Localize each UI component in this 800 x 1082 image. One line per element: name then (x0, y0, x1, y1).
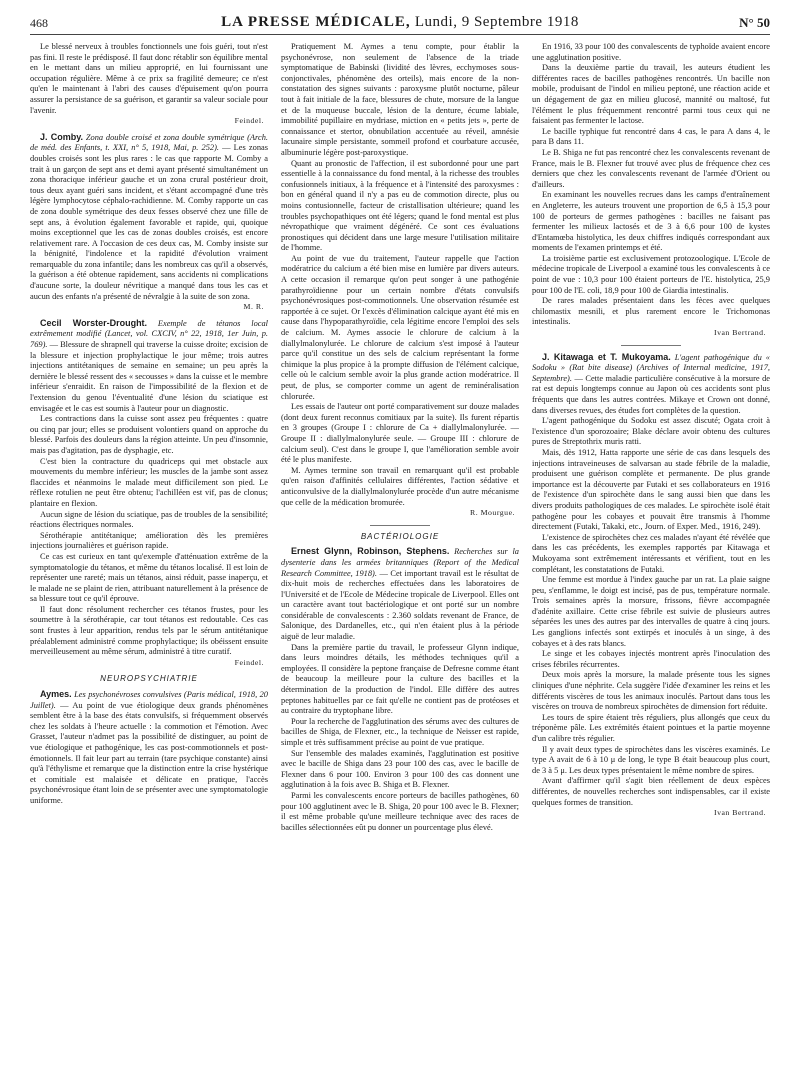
paragraph: Sur l'ensemble des malades examinés, l'agglutination est positive avec le bacille de Shiga dans 23 pour 100 des cas, avec le bacille de Flexner dans 6 pour 100. Environ 3 pour 100 des cas donnent une agglutination à la fois avec B. Shiga et B. Flexner. (281, 748, 519, 790)
issue-date: Lundi, 9 Septembre 1918 (414, 14, 579, 30)
column-2 (281, 42, 519, 1072)
paragraph: Le B. Shiga ne fut pas rencontré chez les convalescents revenant de France, mais le B. Flexner fut trouvé avec plus de fréquence chez ces derniers que chez les convalescents revenant de l'armée d'Orient ou d'ailleurs. (532, 147, 770, 189)
running-header (30, 14, 770, 35)
paragraph: En 1916, 33 pour 100 des convalescents de typhoïde avaient encore une agglutination positive. (532, 42, 770, 62)
paragraph: C'est bien la contracture du quadriceps qui met obstacle aux mouvements du membre inférieur; les muscles de la jambe sont assez flaccides et néanmoins le malade meut difficilement son pied. Le réflexe rotulien ne peut être obtenu; l'achilléen est vif, pas de clonus; plantaire en flexion. (30, 456, 268, 508)
paragraph: Le singe et les cobayes injectés montrent après l'inoculation des crises fébriles récurrentes. (532, 649, 770, 669)
signature: Ivan Bertrand. (713, 808, 766, 818)
review-title: Recherches sur la dysenterie dans les armées britanniques (281, 547, 519, 567)
review-kitawaga (532, 352, 770, 417)
review-title: L'agent pathogénique du « Sodoku » (Rat bite disease) (532, 352, 770, 373)
paragraph: L'agent pathogénique du Sodoku est assez discuté; Ogata croit à l'existence d'un sporozoaire; Blake déclare avoir obtenu des cultures pures de Streptothrix muris ratti. (532, 416, 770, 447)
paragraph: Avant d'affirmer qu'il s'agit bien réellement de deux espèces différentes, de nouvelles recherches sont indispensables, car il existe quelques formes de transition. (532, 776, 770, 807)
paragraph: En examinant les nouvelles recrues dans les camps d'entraînement en Angleterre, les auteurs trouvent une proportion de 6,5 à 15,3 pour 100 de porteurs de germes pathogènes : bacilles ne faisant pas fermenter les milieux lactosés et de 3 à 6,6 pour 100 de kystes d'Entamœba histolytica, les deux chiffres indiqués correspondant aux moments de l'examen printemps et été. (532, 190, 770, 253)
section-heading: BACTÉRIOLOGIE (360, 531, 440, 541)
review-authors: J. Kitawaga et T. Mukoyama. (542, 351, 671, 362)
review-authors: Ernest Glynn, Robinson, Stephens. (291, 546, 450, 557)
review-source: (Report of the Medical Research Committee, 1918). (281, 557, 519, 578)
paragraph: De rares malades présentaient dans les fèces avec quelques chilomastix mesnili, et plus rarement encore le Trichomonas intestinalis. (532, 296, 770, 327)
journal-title-line (30, 14, 770, 31)
divider (621, 345, 681, 346)
review-aymes (30, 689, 268, 807)
paragraph: Les contractions dans la cuisse sont assez peu fréquentes : quatre ou cinq par jour; elles se produisent volontiers quand on approche du blessé. Parfois des douleurs dans la région atteinte. Un peu d'insomnie, mais pas d'agitation, pas de dysphagie, etc. (30, 414, 268, 455)
paragraph: L'existence de spirochètes chez ces malades n'ayant été révélée que dans les cas précédents, les exemples rapportés par Kitawaga et Mukoyama sont extrêmement intéressants et vérifient, tout en les complétant, les constatations de Futaki. (532, 532, 770, 574)
issue-number: N° 50 (739, 15, 770, 30)
review-glynn (281, 546, 519, 642)
review-title: Les psychonévroses convulsives (74, 690, 182, 700)
paragraph: Aucun signe de lésion du sciatique, pas de troubles de la sensibilité; réactions électriques normales. (30, 509, 268, 530)
paragraph: Au point de vue du traitement, l'auteur rappelle que l'action modératrice du calcium a été bien mise en lumière par divers auteurs. A cette occasion il remarque qu'on peut songer à une pathogénie parathyroïdienne pour un certain nombre d'états convulsifs psychonévrosiques post-commotionnels. Une observation résumée est rapportée à ce sujet. Or l'excès d'élimination calcique ayant été mis en cause dans l'hypoparathyroïdie, cela légitime encore l'emploi des sels de calcium. M. Aymes associe le chlorure de calcium à la diallylmalonylurée. Le chlorure de calcium s'est imposé à l'auteur parce qu'il constitue un des sels de calcium représentant la forme chimique la plus propice à la prompte diffusion de l'élément calcique, celle où le calcium semble avoir la plus grande action modératrice. Il peut, de plus, se comporter comme un agent de reminéralisation chlorurée. (281, 253, 519, 401)
paragraph: Quant au pronostic de l'affection, il est subordonné pour une part essentielle à la connaissance du fond mental, à la richesse des troubles confusionnels initiaux, à la fréquence et à l'intensité des paroxysmes : bon en général quand il n'y a pas eu de commotion directe, plus ou moins contusionnelle, facteur de cristallisation ultérieure; quand les troubles psychopathiques ont été légers; quand le fond mental est plus névropathique que vraiment dégénéré. Ce sont ces évaluations pronostiques qui décident dans une large mesure l'utilisation militaire de l'homme. (281, 158, 519, 253)
review-body: — Les zonas doubles croisés sont les plus rares : le cas que rapporte M. Comby a trait à un garçon de sept ans et demi ayant présenté simultanément un zona thoracique inférieur gauche et un zona crural postérieur droit, tous deux ayant guéri sans incident, et s'étant accompagné d'une très légère lymphocytose céphalo-rachidienne. M. Comby rapporte un cas de zona double symétrique des deux fesses observé chez une fille de sept ans, à évolution également favorable et rapide, qui, quoique moins exceptionnel que les cas de zonas doubles croisés, est encore relativement rare. A l'occasion de ces deux cas, M. Comby insiste sur la bénignité, l'indolence et la rapidité d'évolution vraiment remarquable du zona infantile; dans les nombreux cas qu'il a observés, la guérison a été obtenue rapidement, sans accidents ni complications d'aucune sorte, la douleur névritique a manqué dans tous les cas et aucun des enfants n'a présenté de névralgie à la suite de son zona. (30, 143, 268, 301)
review-title: Exemple de tétanos local extrêmement modifié (30, 318, 268, 339)
review-source: (Paris médical, 1918, 20 Juillet). (30, 690, 268, 710)
paragraph: Le bacille typhique fut rencontré dans 4 cas, le para A dans 4, le para B dans 11. (532, 126, 770, 147)
column-1 (30, 42, 268, 1072)
review-source: (Arch. de méd. des Enfants, t. XXI, n° 5, 1918, Mai, p. 252). (30, 132, 268, 153)
paragraph: Pour la recherche de l'agglutination des sérums avec des cultures de bacilles de Shiga, de Flexner, etc., la technique de Neisser est rapide, simple et très suffisamment précise au point de vue pratique. (281, 716, 519, 747)
review-body: — Au point de vue étiologique deux grands phénomènes semblent être à la base des états convulsifs, si fréquemment observés chez les soldats à l'heure actuelle : la commotion et l'émotion. Avec Grasset, l'auteur n'admet pas la possibilité de distinguer, au point de vue étiologique et pathogénique, les cas post-commotionnels et post-émotionnels. Il fait leur part au terrain (tare psychique constante) ainsi qu'à l'éthylisme et remarque que la distinction entre la crise hystérique et comitiale est malaisée et délicate en pratique, l'accès psychonévrosique étant loin de se présenter avec une symptomatologie uniforme. (30, 700, 268, 805)
paragraph: Une femme est mordue à l'index gauche par un rat. La plaie saigne peu, s'enflamme, le doigt est incisé, pas de pus, température normale. Trois semaines après la morsure, frissons, fièvre accompagnée d'adénite axillaire. Cette crise fébrile est suivie de plusieurs autres séparées les unes des autres par des intervalles de quatre à cinq jours. Les ganglions infectés sont extirpés et inoculés à un singe, à des cobayes et à des rats blancs. (532, 575, 770, 648)
paragraph: Dans la deuxième partie du travail, les auteurs étudient les différentes races de bacilles pathogènes rencontrés. Un bacille non mobile, produisant de l'indol en milieu peptoné, une réaction acide et un dégagement de gaz en milieu glucosé, mannité ou maltosé, fut l'élément le plus fréquemment rencontré parmi tous ceux qui ne faisaient pas fermenter le lactose. (532, 63, 770, 126)
paragraph: Mais, dès 1912, Hatta rapporte une série de cas dans lesquels des injections intraveineuses de salvarsan au stade fébrile de la maladie, produisent une guérison complète et permanente. De plus grande importance est la découverte par Futaki et ses collaborateurs en 1916 de l'existence d'un spirochète dans le sang aussi bien que dans les divers produits pathologiques de ces malades. Le spirochète isolé était pathogène pour les cobayes et pouvait être transmis à l'homme directement (Futaki, Takaki, etc., Journ. of Exper. Med., 1916, 249). (532, 447, 770, 532)
review-body: — Blessure de shrapnell qui traverse la cuisse droite; excision de la blessure et injection prophylactique le jour même; trois autres injections antitétaniques de semaine en semaine; un peu après la dernière le blessé ressent des « secousses » dans la cuisse et le membre inférieur s'enraidit. En raison de l'impossibilité de la flexion et de l'extension du genou l'éventualité d'une lésion du sciatique est envisagée et le cas est soumis à l'auteur pour un diagnostic. (30, 340, 268, 413)
paragraph: Deux mois après la morsure, la malade présente tous les signes cliniques d'une néphrite. Cela suggère l'idée d'examiner les reins et les différents viscères de tous les animaux inoculés. Partout dans tous les viscères on trouva de nombreux spirochètes de dimension fort réduite. (532, 670, 770, 712)
signature: Feindel. (234, 116, 264, 126)
paragraph: Sérothérapie antitétanique; amélioration dès les premières injections journalières et guérison rapide. (30, 530, 268, 551)
paragraph: La troisième partie est exclusivement protozoologique. L'Ecole de médecine tropicale de Liverpool a examiné tous les convalescents à ce point de vue : 10,3 pour 100 étaient porteurs de l'E. histolytica, 25,9 pour 100 de l'E. coli, 18,9 pour 100 de Giardia intestinalis. (532, 253, 770, 295)
section-heading: NEUROPSYCHIATRIE (100, 674, 198, 684)
column-3 (532, 42, 770, 1072)
review-authors: J. Comby. (40, 131, 84, 142)
review-worster-drought (30, 318, 268, 414)
review-title: Zona double croisé et zona double symétrique (85, 132, 245, 142)
paragraph: Dans la première partie du travail, le professeur Glynn indique, dans leurs moindres détails, les méthodes techniques qu'il a employées. Il considère la peptone française de Defresne comme étant de beaucoup la meilleure pour la culture des bacilles et la détermination de la production de l'indol. Elle diffère des autres peptones habituelles par ce fait qu'elle ne contient pas de protéoses et au contraire du tryptophane libre. (281, 642, 519, 716)
signature: M. R. (243, 302, 264, 312)
paragraph: Pratiquement M. Aymes a tenu compte, pour établir la psychonévrose, non seulement de l'absence de la triade symptomatique de Babinski (lividité des lèvres, ecchymoses sous-conjonctivales, phénomène des orteils), mais encore de la non-constatation des signes suivants : paroxysme plutôt nocturne, pâleur tout à fait initiale de la face, blessures de chute, morsure de la langue et de la muqueuse buccale, lésion de la denture, écume labiale, immobilité pupillaire en mydriase, miction en « petits jets », perte de connaissance et stertor, obnubilation accentuée au réveil, amnésie lacunaire simple persistante, sommeil profond et courbature accusée, albuminurie légère post-paroxystique. (281, 42, 519, 157)
paragraph: Il y avait deux types de spirochètes dans les viscères examinés. Le type A avait de 6 à 10 μ de long, le type B était beaucoup plus court, de 3 à 5 μ. Les deux types présentaient le même nombre de spires. (532, 744, 770, 775)
paragraph: Les essais de l'auteur ont porté comparativement sur douze malades (dont deux furent reconnus comitiaux par la suite). Ils furent répartis en 3 groupes (Groupe I : chlorure de Ca + diallylmalonylurée. — Groupe II : diallylmalonylurée seule. — Groupe III : chlorure de calcium seul). C'est dans le groupe I, que l'amélioration semble avoir été le plus manifeste. (281, 402, 519, 465)
paragraph: Il faut donc résolument rechercher ces tétanos frustes, pour les soumettre à la sérothérapie, car tout tétanos est redoutable. Ces cas sont frustes à leur apparition, rendus tels par le sérum antitétanique préalablement administré comme prophylactique; ils obéissent ensuite merveilleusement au même sérum, administré à titre curatif. (30, 604, 268, 657)
page-number: 468 (30, 16, 48, 30)
review-body: — Cette maladie particulière consécutive à la morsure de rat est depuis longtemps connue au Japon où ces accidents sont plus fréquents que dans les autres contrées. Mikaye et Crown ont donné, dans diverses revues, des études fort complètes de la question. (532, 373, 770, 415)
paragraph: Parmi les convalescents encore porteurs de bacilles pathogènes, 60 pour 100 agglutinent avec le B. Shiga, 20 pour 100 avec le B. Flexner; il est même probable qu'une meilleure technique avec des races de bacilles sélectionnées eût pu donner un pourcentage plus élevé. (281, 790, 519, 832)
signature: Ivan Bertrand. (713, 328, 766, 338)
divider (370, 525, 430, 526)
signature: R. Mourgue. (470, 508, 515, 518)
paragraph: M. Aymes termine son travail en remarquant qu'il est probable qu'en raison d'affinités cellulaires différentes, l'action sédative et anticonvulsive de la diallylmalonylurée procède d'un autre mécanisme que celle de la médication bromurée. (281, 465, 519, 507)
columns (30, 42, 770, 1072)
review-source: (Lancet, vol. CXCIV, n° 22, 1918, 1er Juin, p. 769). (30, 329, 268, 350)
review-authors: Cecil Worster-Drought. (40, 317, 148, 328)
signature: Feindel. (234, 657, 264, 667)
paragraph: Le blessé nerveux à troubles fonctionnels une fois guéri, tout n'est pas fini. Il reste le prédisposé. Il faut donc rétablir son équilibre mental en le mettant dans un milieu approprié, en lui fournissant une occupation régulière. Même à ce prix sa fragilité demeure; ce n'est qu'en le maintenant à l'abri des causes d'épuisement qu'on pourra assurer la persistance de sa guérison, et garantir sa valeur sociale pour l'avenir. (30, 42, 268, 115)
paragraph: Ce cas est curieux en tant qu'exemple d'atténuation extrême de la symptomatologie du tétanos, et même du tétanos localisé. Il est loin de représenter une rareté; mais un tétanos, ainsi réduit, passe inaperçu, et le malade ne se plaint de rien, attribuant naturellement à la présence de sa blessure tout ce qu'il éprouve. (30, 551, 268, 604)
review-authors: Aymes. (40, 689, 72, 700)
review-body: — Cet important travail est le résultat de dix-huit mois de recherches effectuées dans les laboratoires de l'Université et de l'Ecole de Médecine tropicale de Liverpool. Elles ont un caractère avant tout bactériologique et ont porté sur un nombre considérable de convalescents : 2.360 soldats revenant de France, de Salonique, des Dardanelles, etc., qui n'en étaient plus à la période aiguë de leur maladie. (281, 568, 519, 642)
review-source: (Archives of Internal medicine, 1917, Septembre). (532, 363, 770, 383)
review-comby (30, 132, 268, 303)
paragraph: Les tours de spire étaient très réguliers, plus allongés que ceux du tréponème pâle. Les extrémités étaient pointues et la partie moyenne d'un calibre très régulier. (532, 712, 770, 743)
journal-name: LA PRESSE MÉDICALE, (221, 14, 411, 30)
